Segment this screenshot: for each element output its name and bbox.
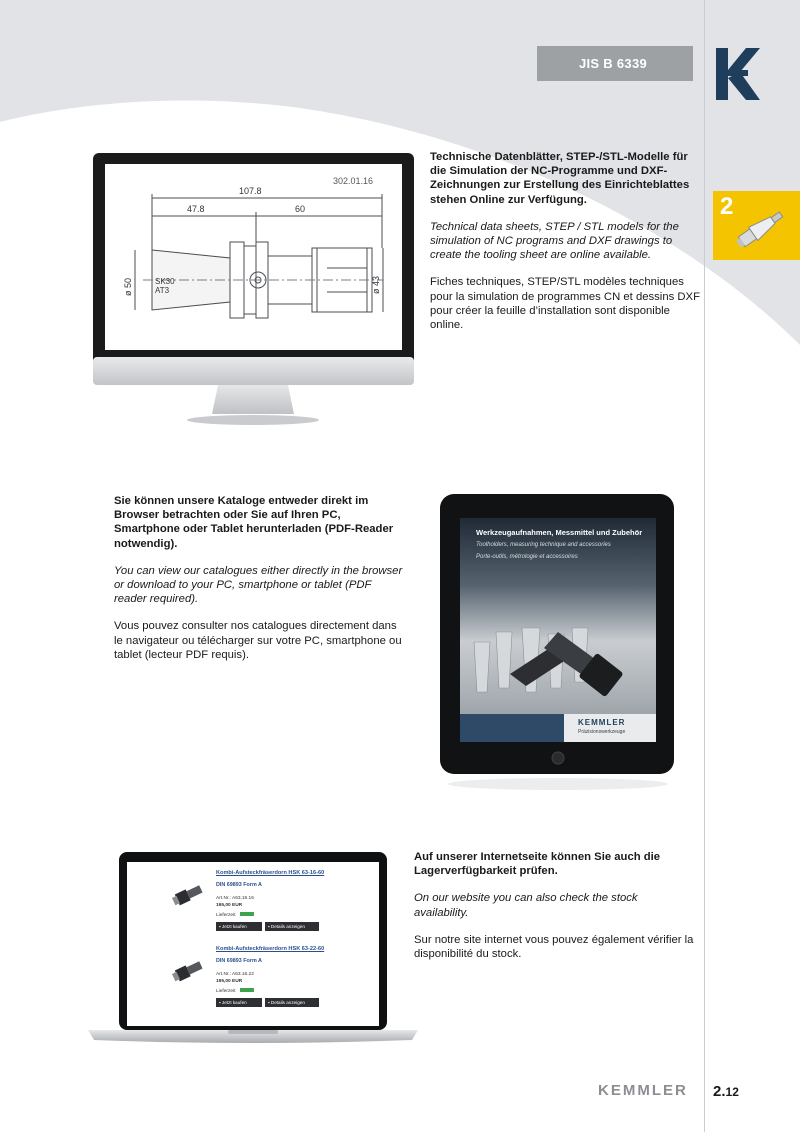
cart-icon: ▪ — [219, 1000, 222, 1005]
info-icon: ▪ — [268, 924, 271, 929]
taper-label-1: SK30 — [155, 277, 175, 286]
product-norm: DIN 69893 Form A — [216, 882, 262, 888]
tablet-catalogue-subtitle-fr: Porte-outils, métrologie et accessoires — [476, 554, 578, 560]
taper-label-2: AT3 — [155, 286, 170, 295]
text-de: Sie können unsere Kataloge entweder direkt im Browser betrachten oder Sie auf Ihren PC, Smartphone oder Tablet herunterladen (PDF-Reader notwendig). — [114, 495, 394, 550]
stock-status — [216, 988, 254, 994]
standard-tab — [537, 46, 693, 81]
text-en: Technical data sheets, STEP / STL models for the simulation of NC programs and DXF drawings to create the tooling sheet are online available. — [430, 220, 679, 262]
section-stock — [414, 850, 694, 974]
toolholder-thumbnail-icon — [731, 199, 795, 255]
section-catalogues — [114, 494, 404, 675]
text-de: Technische Datenblätter, STEP-/STL-Modelle für die Simulation der NC-Programme und DXF-Zeichnungen zur Erstellung des Einrichteblattes stehen Online zur Verfügung. — [430, 151, 690, 206]
dim-right: 60 — [295, 204, 306, 214]
stock-label: Lieferzeit — [216, 989, 236, 994]
stock-indicator-icon — [240, 912, 254, 916]
tablet-catalogue-title: Werkzeugaufnahmen, Messmittel und Zubehör — [476, 528, 643, 537]
toolholder-product-icon — [172, 874, 208, 914]
tablet-brand-sub: Präzisionswerkzeuge — [578, 729, 626, 735]
cad-drawing — [105, 164, 402, 350]
tablet-catalogue-subtitle-en: Toolholders, measuring technique and accessories — [476, 542, 611, 548]
dia-right: ø 43 — [371, 275, 381, 294]
details-button[interactable] — [265, 998, 319, 1007]
product-price: 195,00 EUR — [216, 979, 243, 984]
product-item — [174, 946, 374, 1022]
section-online-data — [430, 150, 702, 345]
details-button[interactable] — [265, 922, 319, 931]
chapter-number: 2 — [720, 193, 734, 220]
product-list — [174, 870, 374, 1022]
text-fr: Fiches techniques, STEP/STL modèles techniques pour la simulation de programmes CN et dessins DXF pour créer la feuille d’installation sont disponible online. — [430, 276, 700, 332]
standard-label: JIS B 6339 — [578, 56, 647, 71]
dia-left: ø 50 — [123, 277, 133, 296]
toolholder-product-icon — [172, 950, 208, 990]
text-fr: Sur notre site internet vous pouvez également vérifier la disponibilité du stock. — [414, 933, 694, 961]
buy-now-button[interactable] — [216, 922, 262, 931]
part-number: 302.01.16 — [333, 176, 374, 186]
sidebar-divider — [704, 0, 705, 1132]
page-number-major: 2. — [713, 1083, 726, 1100]
tablet-frame — [438, 492, 678, 792]
buy-now-label: Jetzt kaufen — [221, 924, 247, 929]
details-label: Details anzeigen — [270, 1000, 305, 1005]
product-article: Art.Nr.: A63.16.22 — [216, 972, 254, 977]
chapter-tab — [713, 191, 800, 260]
stock-status — [216, 912, 254, 918]
product-name-link[interactable]: Kombi-Aufsteckfräserdorn HSK 63-22-60 — [216, 946, 325, 952]
text-fr: Vous pouvez consulter nos catalogues directement dans le navigateur ou télécharger sur votre PC, smartphone ou tablet (lecteur PDF requis). — [114, 620, 402, 661]
page-number — [713, 1083, 739, 1100]
dim-left: 47.8 — [187, 204, 205, 214]
text-de: Auf unserer Internetseite können Sie auch die Lagerverfügbarkeit prüfen. — [414, 851, 661, 878]
stock-label: Lieferzeit — [216, 913, 236, 918]
stock-indicator-icon — [240, 988, 254, 992]
tablet-brand: KEMMLER — [578, 718, 626, 727]
text-en: On our website you can also check the stock availability. — [414, 892, 638, 919]
kemmler-logo-icon — [716, 48, 762, 100]
product-name-link[interactable]: Kombi-Aufsteckfräserdorn HSK 63-16-60 — [216, 870, 325, 876]
text-en: You can view our catalogues either directly in the browser or download to your PC, smartphone or tablet (PDF reader required). — [114, 564, 403, 606]
buy-now-label: Jetzt kaufen — [221, 1000, 247, 1005]
buy-now-button[interactable] — [216, 998, 262, 1007]
tablet-illustration — [438, 492, 678, 792]
details-label: Details anzeigen — [270, 924, 305, 929]
footer-divider — [704, 1075, 705, 1111]
cart-icon: ▪ — [219, 924, 222, 929]
product-article: Art.Nr.: A63.16.16 — [216, 896, 254, 901]
page-number-minor: 12 — [725, 1085, 739, 1099]
dim-total: 107.8 — [239, 186, 262, 196]
product-price: 195,00 EUR — [216, 903, 243, 908]
product-norm: DIN 69893 Form A — [216, 958, 262, 964]
product-item — [174, 870, 374, 946]
laptop-illustration — [88, 852, 418, 1044]
footer-brand: KEMMLER — [598, 1082, 688, 1099]
info-icon: ▪ — [268, 1000, 271, 1005]
